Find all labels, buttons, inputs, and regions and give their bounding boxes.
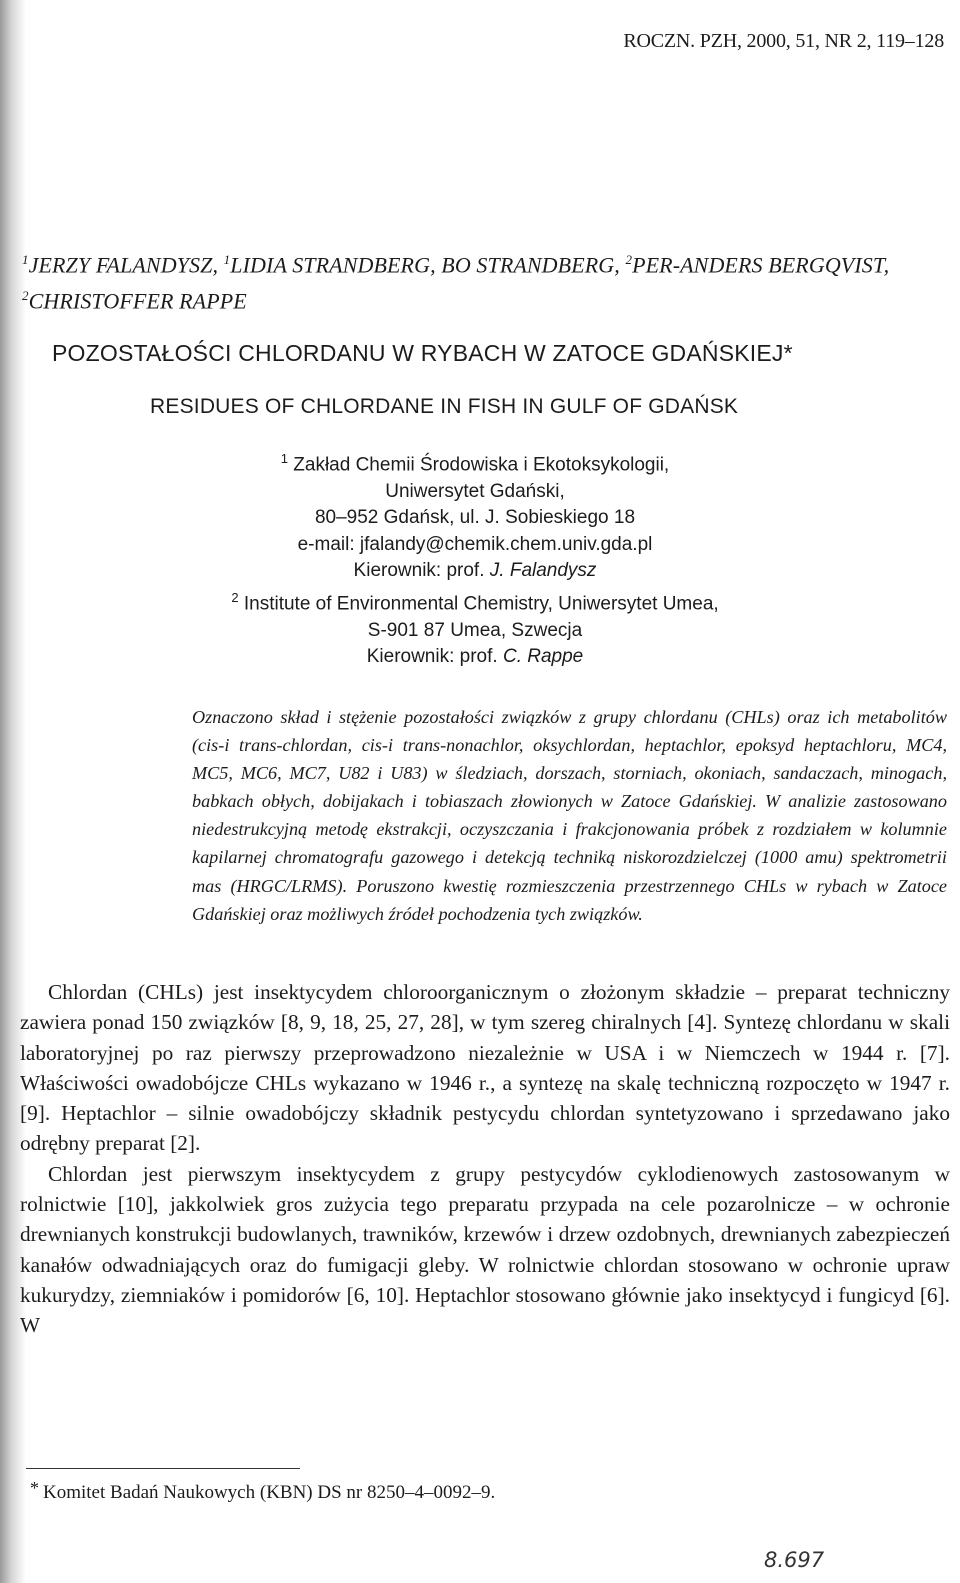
affiliation-1-head: [150, 558, 800, 585]
affiliation-2-address: S-901 87 Umea, Szwecja: [367, 619, 583, 641]
page-edge-shadow: [0, 0, 26, 1583]
author-name: LIDIA STRANDBERG, BO STRANDBERG,: [230, 252, 626, 278]
journal-citation: ROCZN. PZH, 2000, 51, NR 2, 119–128: [623, 30, 944, 52]
author-affiliation-mark: 2: [22, 288, 29, 304]
body-paragraph: Chlordan (CHLs) jest insektycydem chloroorganicznym o złożonym składzie – preparat techniczny zawiera ponad 150 związków [8, 9, 18, 25, 27, 28], w tym szereg chiralnych [4]. Syntezę chlordanu w skali laboratoryjnej po raz pierwszy przeprowadzono niezależnie w USA i w Niemczech w 1944 r. [7]. Właściwości owadobójcze CHLs wykazano w 1946 r., a syntezę na skalę techniczną rozpoczęto w 1947 r. [9]. Heptachlor – silnie owadobójczy składnik pestycydu chlordan syntetyzowano i sprzedawano jako odrębny preparat [2].: [20, 980, 950, 1156]
author-name: CHRISTOFFER RAPPE: [28, 288, 247, 314]
author-name: JERZY FALANDYSZ,: [28, 252, 224, 278]
affiliation-1-line: [150, 446, 800, 479]
head-name: J. Falandysz: [489, 560, 597, 582]
title-polish: POZOSTAŁOŚCI CHLORDANU W RYBACH W ZATOCE GDAŃSKIEJ*: [52, 340, 793, 366]
footnote-mark: *: [30, 1478, 39, 1498]
affiliations: [150, 446, 800, 671]
handwritten-note: 8.697: [764, 1548, 825, 1572]
head-name: C. Rappe: [502, 646, 584, 668]
head-label: Kierownik: prof.: [366, 646, 503, 668]
affiliation-1-mark: 1: [280, 451, 288, 466]
title-english: RESIDUES OF CHLORDANE IN FISH IN GULF OF GDAŃSK: [150, 395, 739, 418]
affiliation-1-department: Zakład Chemii Środowiska i Ekotoksykologii,: [293, 454, 670, 476]
affiliation-2-mark: 2: [231, 589, 239, 605]
author-name: PER-ANDERS BERGQVIST,: [632, 252, 890, 278]
affiliation-2-head: [150, 644, 800, 671]
abstract: Oznaczono skład i stężenie pozostałości związków z grupy chlordanu (CHLs) oraz ich metabolitów (cis-i trans-chlordan, cis-i trans-nonachlor, oksychlordan, heptachlor, epoksyd heptachloru, MC4, MC5, MC6, MC7, U82 i U83) w śledziach, dorszach, storniach, okoniach, sandaczach, minogach, babkach obłych, dobijakach i tobiaszach złowionych w Zatoce Gdańskiej. W analizie zastosowano niedestrukcyjną metodę ekstrakcji, oczyszczania i frakcjonowania próbek z rozdziałem w kolumnie kapilarnej chromatografu gazowego i detekcją techniką niskorozdzielczej (1000 amu) spektrometrii mas (HRGC/LRMS). Poruszono kwestię rozmieszczenia przestrzennego CHLs w rybach w Zatoce Gdańskiej oraz możliwych źródeł pochodzenia tych związków.: [192, 707, 947, 924]
head-label: Kierownik: prof.: [353, 560, 490, 582]
affiliation-1-email: e-mail: jfalandy@chemik.chem.univ.gda.pl: [297, 533, 653, 555]
footnote-rule: [26, 1468, 300, 1469]
affiliation-2-institute: Institute of Environmental Chemistry, Uniwersytet Umea,: [243, 593, 719, 615]
author-list: [22, 244, 922, 317]
body-paragraph: Chlordan jest pierwszym insektycydem z grupy pestycydów cyklodienowych zastosowanym w rolnictwie [10], jakkolwiek gros zużycia tego preparatu przypada na cele pozarolnicze – w ochronie drewnianych konstrukcji budowlanych, trawników, krzewów i drzew ozdobnych, drewnianych zabezpieczeń kanałów odwadniających oraz do fumigacji gleby. W rolnictwie chlordan stosowano w ochronie upraw kukurydzy, ziemniaków i pomidorów [6, 10]. Heptachlor stosowano głównie jako insektycyd i fungicyd [6]. W: [20, 1161, 950, 1338]
author-affiliation-mark: 1: [223, 252, 231, 267]
affiliation-1-address: 80–952 Gdańsk, ul. J. Sobieskiego 18: [314, 507, 636, 529]
affiliation-2-line: [150, 585, 800, 618]
body-text: [20, 977, 950, 1341]
footnote: [30, 1478, 495, 1504]
author-affiliation-mark: 2: [625, 252, 633, 267]
affiliation-1-university: Uniwersytet Gdański,: [385, 480, 565, 502]
footnote-text: Komitet Badań Naukowych (KBN) DS nr 8250–4–0092–9.: [43, 1482, 496, 1503]
author-affiliation-mark: 1: [22, 252, 29, 267]
